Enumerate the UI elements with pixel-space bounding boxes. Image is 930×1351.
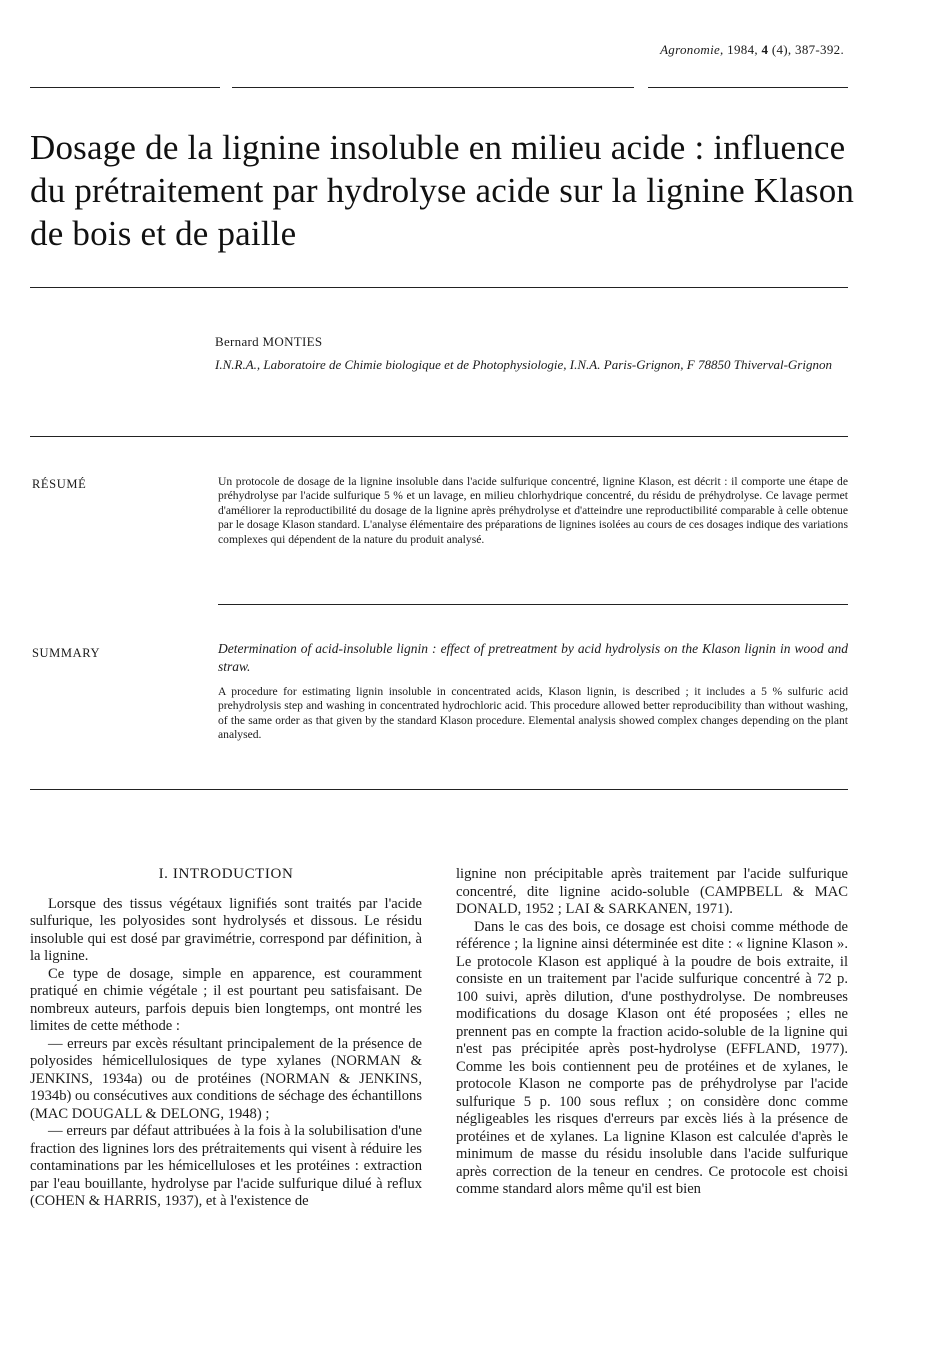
summary-text: A procedure for estimating lignin insoluble in concentrated acids, Klason lignin, is described ; it includes a 5 % sulfuric acid prehydrolysis step and washing in concentrated hydrochloric acid. This procedure allowed better reproducibility than without washing, of the same order as that given by the standard Klason procedure. Elemental analysis showed complex changes depending on the plant analysed. bbox=[218, 685, 848, 742]
top-rule-2 bbox=[232, 87, 634, 88]
journal-issue-pages: (4), 387-392. bbox=[771, 42, 844, 57]
summary-label: SUMMARY bbox=[32, 646, 101, 660]
summary-title: Determination of acid-insoluble lignin : effect of pretreatment by acid hydrolysis on the Klason lignin in wood and straw. bbox=[218, 641, 848, 674]
paragraph: — erreurs par excès résultant principalement de la présence de polyosides hémicellulosiques de type xylanes (NORMAN & JENKINS, 1934a) ou de protéines (NORMAN & JENKINS, 1934b) ou consécutives aux conditions de séchage des échantillons (MAC DOUGALL & DELONG, 1948) ; bbox=[30, 1035, 422, 1122]
resume-label: RÉSUMÉ bbox=[32, 477, 87, 491]
paragraph: Lorsque des tissus végétaux lignifiés sont traités par l'acide sulfurique, les polyosides sont hydrolysés et dissous. Le résidu insoluble qui est dosé par gravimétrie, correspond par définition, à la lignine. bbox=[30, 895, 422, 964]
author: Bernard MONTIES bbox=[215, 334, 323, 349]
section-heading: I. INTRODUCTION bbox=[158, 866, 294, 882]
right-column bbox=[456, 866, 848, 1199]
journal-reference bbox=[660, 42, 844, 58]
title-rule bbox=[30, 287, 848, 288]
left-column bbox=[30, 866, 422, 1211]
affiliation: I.N.R.A., Laboratoire de Chimie biologique et de Photophysiologie, I.N.A. Paris-Grignon, F 78850 Thiverval-Grignon bbox=[215, 357, 832, 372]
journal-year: 1984, bbox=[727, 42, 758, 57]
resume-text: Un protocole de dosage de la lignine insoluble dans l'acide sulfurique concentré, lignine Klason, est décrit : il comporte une étape de préhydrolyse par l'acide sulfurique 5 % et un lavage, en milieu chlorhydrique concentré, du résidu de préhydrolyse. Ce lavage permet d'améliorer la reproductibilité du dosage de la lignine après préhydrolyse et d'atteindre une reproductibilité comparable à celle obtenue par le dosage Klason standard. L'analyse élémentaire des préparations de lignines isolées au cours de ces dosages indique des variations complexes qui dépendent de la nature du produit analysé. bbox=[218, 475, 848, 546]
journal-name: Agronomie, bbox=[660, 42, 724, 57]
paragraph: lignine non précipitable après traitement par l'acide sulfurique concentré, dite lignine acido-soluble (CAMPBELL & MAC DONALD, 1952 ; LAI & SARKANEN, 1971). bbox=[456, 866, 848, 917]
resume-rule bbox=[218, 604, 848, 605]
paragraph: Dans le cas des bois, ce dosage est choisi comme méthode de référence ; la lignine ainsi déterminée est dite : « lignine Klason ». Le protocole Klason est appliqué à la poudre de bois extraite, il consiste en un traitement par l'acide sulfurique concentré à 72 p. 100 suivi, après dilution, d'une posthydrolyse. De nombreuses modifications du dosage Klason ont été proposées ; elles ne prennent pas en compte la fraction acido-soluble de la lignine qui n'est pas précipitée après post-hydrolyse (EFFLAND, 1977). Comme les bois contiennent peu de protéines et de xylanes, le protocole Klason ne comporte pas de préhydrolyse par l'acide sulfurique 5 p. 100 sous reflux ; on considère donc comme négligeables les risques d'erreurs par excès liés à la présence de protéines et de xylanes. La lignine Klason est calculée d'après le minimum de masse du résidu insoluble dans l'acide sulfurique après correction de la teneur en cendres. Ce protocole est choisi comme standard alors même qu'il est bien bbox=[456, 918, 848, 1197]
journal-volume: 4 bbox=[761, 42, 769, 57]
article-title: Dosage de la lignine insoluble en milieu acide : influence du prétraitement par hydrolyse acide sur la lignine Klason de bois et de paille bbox=[30, 128, 855, 253]
summary-rule bbox=[30, 789, 848, 790]
paragraph: Ce type de dosage, simple en apparence, est couramment pratiqué en chimie végétale ; il est pourtant peu satisfaisant. De nombreux auteurs, parfois depuis bien longtemps, ont montré les limites de cette méthode : bbox=[30, 965, 422, 1034]
paragraph: — erreurs par défaut attribuées à la fois à la solubilisation d'une fraction des lignines lors des prétraitements qui visent à réduire les contaminations par les hémicelluloses et les protéines : extraction par l'eau bouillante, hydrolyse par l'acide sulfurique dilué à reflux (COHEN & HARRIS, 1937), et à l'existence de bbox=[30, 1123, 422, 1209]
author-rule bbox=[30, 436, 848, 437]
top-rule-3 bbox=[648, 87, 848, 88]
top-rule-1 bbox=[30, 87, 220, 88]
